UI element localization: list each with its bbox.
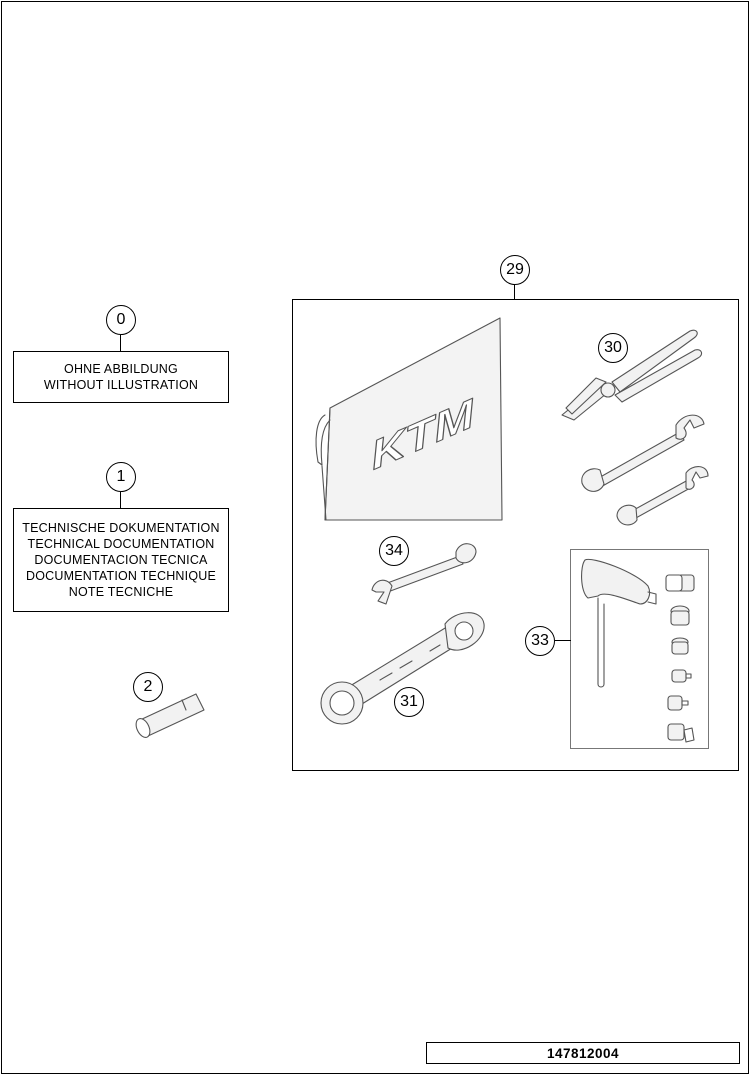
note-line: WITHOUT ILLUSTRATION — [43, 378, 199, 392]
note-line: DOCUMENTATION TECHNIQUE — [25, 569, 217, 583]
combination-wrench-icon — [617, 467, 708, 525]
spoke-wrench-icon — [372, 544, 476, 604]
callout-1-label: 1 — [116, 468, 126, 485]
callout-0-label: 0 — [116, 311, 126, 328]
note-line: TECHNISCHE DOKUMENTATION — [22, 521, 220, 535]
manual-pouch-icon — [316, 318, 502, 520]
t-handle-wrench-icon — [582, 559, 656, 687]
callout-30-label: 30 — [604, 339, 622, 356]
callout-2-label: 2 — [143, 678, 153, 695]
part-number: 147812004 — [546, 1045, 620, 1061]
note-line: OHNE ABBILDUNG — [64, 362, 178, 376]
pliers-icon — [562, 330, 702, 420]
ktm-logo-text: KTM — [368, 390, 477, 479]
note-line: DOCUMENTACION TECNICA — [34, 553, 208, 567]
note-line: TECHNICAL DOCUMENTATION — [27, 537, 215, 551]
callout-29-label: 29 — [506, 261, 524, 278]
ring-wrench-icon — [321, 613, 484, 724]
note-line: NOTE TECNICHE — [68, 585, 174, 599]
socket-tube-icon — [133, 694, 204, 740]
callout-33-label: 33 — [531, 632, 549, 649]
callout-34-label: 34 — [385, 542, 403, 559]
bit-socket-icon — [666, 575, 694, 742]
callout-31-label: 31 — [400, 693, 418, 710]
part-number-box — [426, 1042, 740, 1064]
